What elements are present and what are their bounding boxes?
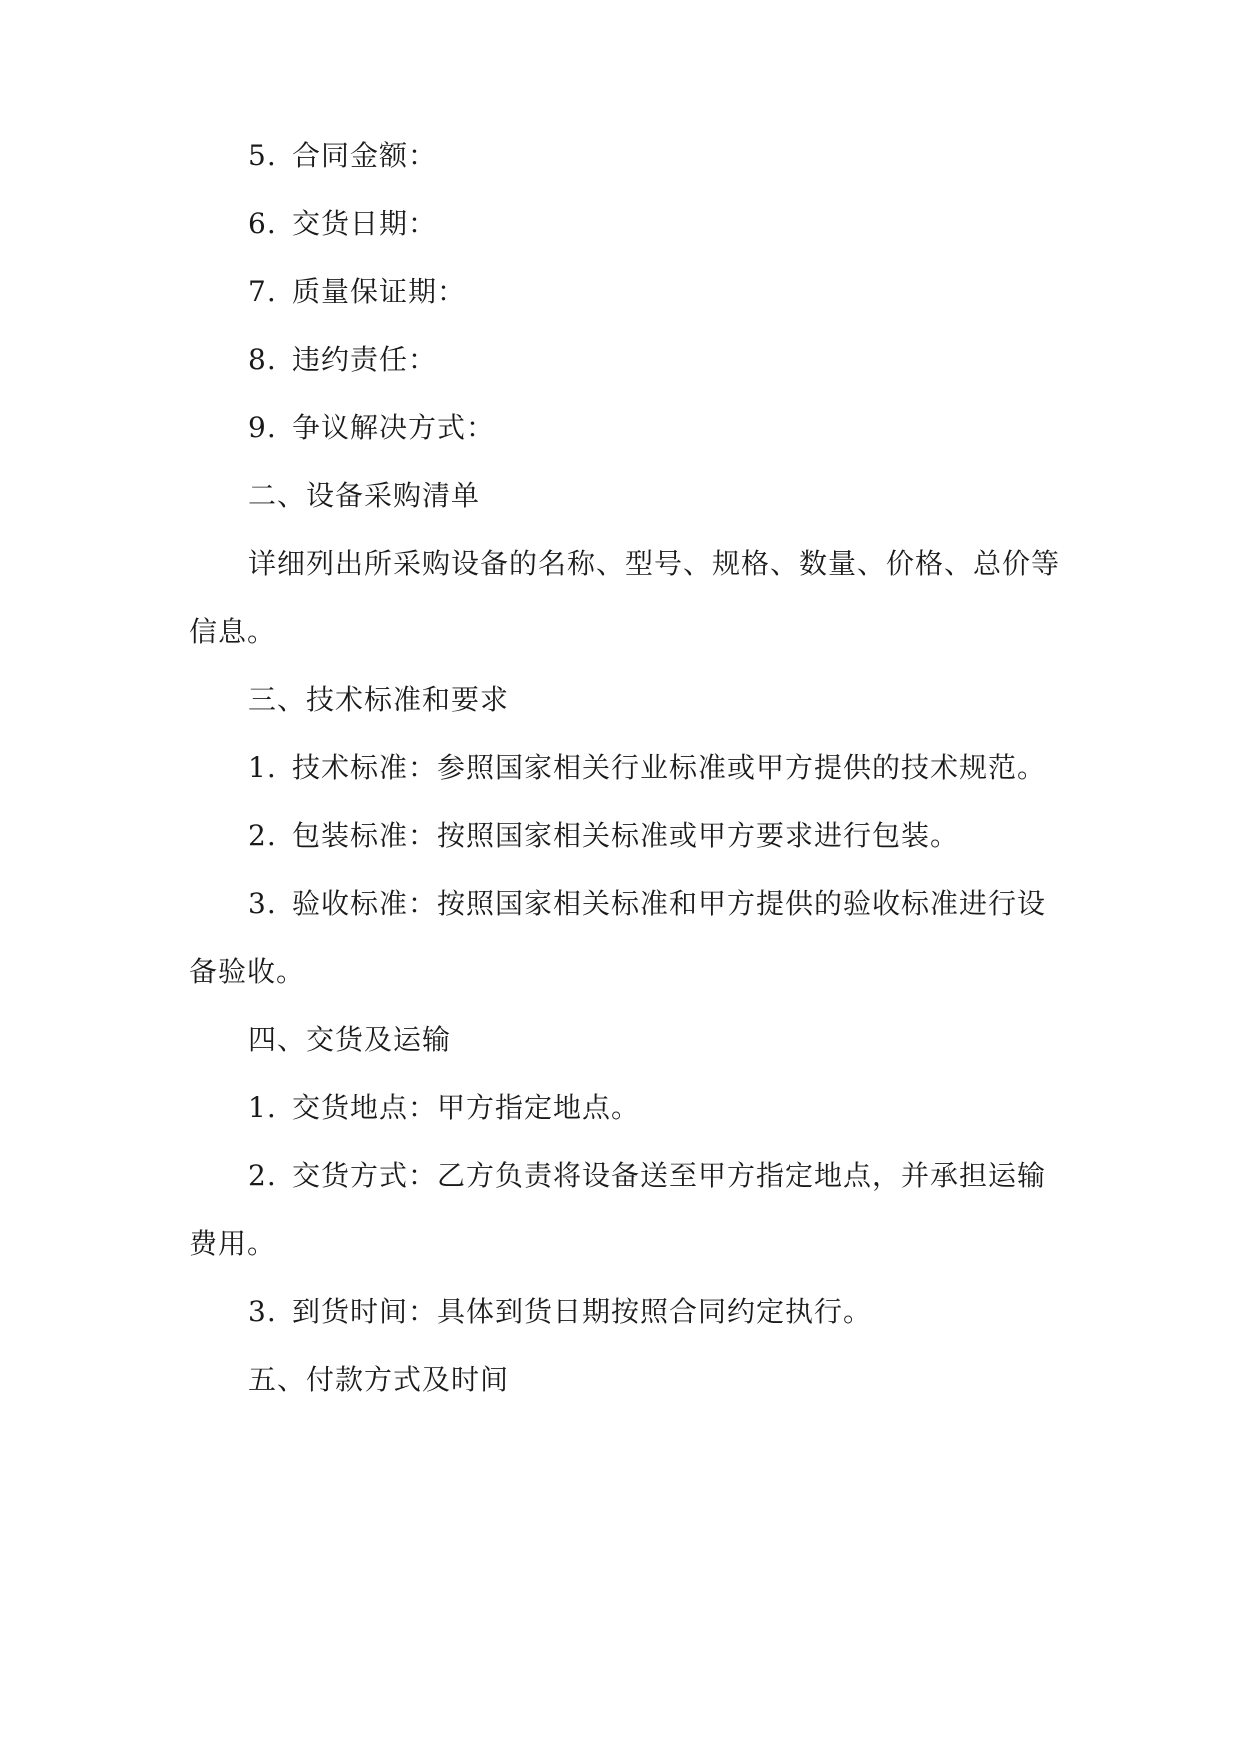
term-text: 交货日期： [292, 207, 438, 240]
term-text: 争议解决方式： [292, 411, 496, 444]
section-heading-3: 三、技术标准和要求 [248, 683, 510, 716]
section-3-item-3-continuation: 备验收。 [189, 955, 306, 988]
item-text: 到货时间：具体到货日期按照合同约定执行。 [292, 1295, 873, 1328]
section-4-item-2-continuation: 费用。 [189, 1227, 277, 1260]
item-text: 技术标准：参照国家相关行业标准或甲方提供的技术规范。 [292, 751, 1047, 784]
term-item-8 [248, 340, 437, 380]
term-item-7 [248, 272, 466, 312]
term-text: 合同金额： [292, 139, 438, 172]
term-number: 6. [248, 207, 277, 240]
item-text: 验收标准：按照国家相关标准和甲方提供的验收标准进行设 [292, 887, 1047, 920]
term-number: 7. [248, 275, 277, 308]
section-heading-5: 五、付款方式及时间 [248, 1363, 510, 1396]
term-text: 质量保证期： [292, 275, 467, 308]
section-3-item-1 [248, 748, 1046, 788]
item-number: 2. [248, 819, 277, 852]
term-number: 8. [248, 343, 277, 376]
section-3-item-3 [248, 884, 1046, 924]
section-heading-4: 四、交货及运输 [248, 1023, 452, 1056]
item-text: 交货地点：甲方指定地点。 [292, 1091, 641, 1124]
section-4-item-2 [248, 1156, 1046, 1196]
item-number: 1. [248, 751, 277, 784]
section-heading-2: 二、设备采购清单 [248, 479, 481, 512]
item-number: 2. [248, 1159, 277, 1192]
term-number: 9. [248, 411, 277, 444]
item-number: 3. [248, 1295, 277, 1328]
section-2-body-line-2: 信息。 [189, 615, 277, 648]
section-4-item-3 [248, 1292, 872, 1332]
term-text: 违约责任： [292, 343, 438, 376]
term-item-5 [248, 136, 437, 176]
item-text: 交货方式：乙方负责将设备送至甲方指定地点，并承担运输 [292, 1159, 1047, 1192]
item-number: 1. [248, 1091, 277, 1124]
section-4-item-1 [248, 1088, 640, 1128]
section-2-body-line-1: 详细列出所采购设备的名称、型号、规格、数量、价格、总价等 [248, 547, 1061, 580]
term-item-6 [248, 204, 437, 244]
term-item-9 [248, 408, 495, 448]
item-text: 包装标准：按照国家相关标准或甲方要求进行包装。 [292, 819, 960, 852]
term-number: 5. [248, 139, 277, 172]
section-3-item-2 [248, 816, 959, 856]
item-number: 3. [248, 887, 277, 920]
